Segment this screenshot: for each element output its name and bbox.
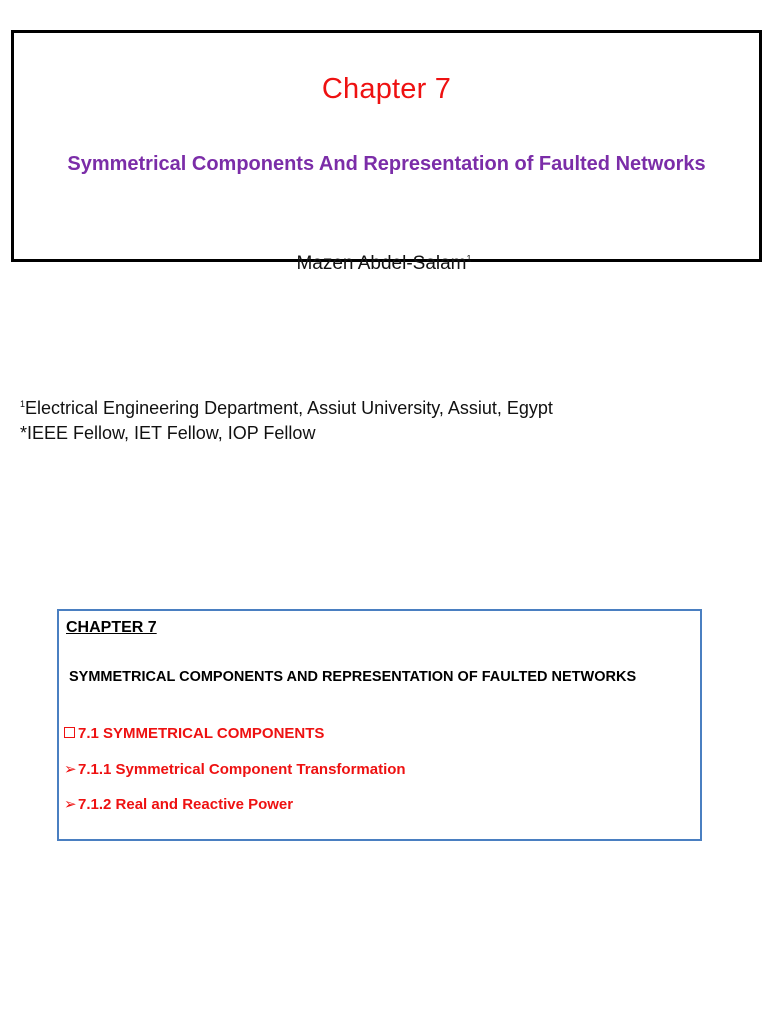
chapter-title: Chapter 7 — [321, 73, 452, 105]
toc-subheading: SYMMETRICAL COMPONENTS AND REPRESENTATION OF FAULTED NETWORKS — [69, 669, 637, 685]
toc-item-label: 7.1.2 Real and Reactive Power — [78, 796, 294, 813]
chapter-subtitle: Symmetrical Components And Representation of Faulted Networks — [67, 153, 706, 175]
author-text: Mazen Abdel-Salam — [296, 253, 467, 274]
affiliation-block — [20, 392, 553, 446]
arrow-bullet-icon: ➢ — [64, 796, 77, 813]
affiliation-superscript: 1 — [20, 399, 26, 409]
square-bullet-icon — [64, 727, 75, 738]
affiliation-text: Electrical Engineering Department, Assiut University, Assiut, Egypt — [25, 398, 553, 418]
arrow-bullet-icon: ➢ — [64, 761, 77, 778]
affiliation-line-1 — [20, 392, 553, 421]
toc-item-7-1 — [64, 725, 324, 742]
table-of-contents-box — [57, 609, 702, 841]
affiliation-line-2: *IEEE Fellow, IET Fellow, IOP Fellow — [20, 423, 316, 443]
author-superscript: 1 — [466, 253, 472, 264]
toc-item-label: 7.1 SYMMETRICAL COMPONENTS — [78, 725, 325, 742]
author-name — [0, 253, 768, 275]
toc-item-label: 7.1.1 Symmetrical Component Transformation — [78, 761, 406, 778]
toc-item-7-1-2 — [64, 795, 293, 813]
title-box — [11, 30, 762, 262]
toc-item-7-1-1 — [64, 760, 406, 778]
toc-heading: CHAPTER 7 — [66, 619, 157, 636]
